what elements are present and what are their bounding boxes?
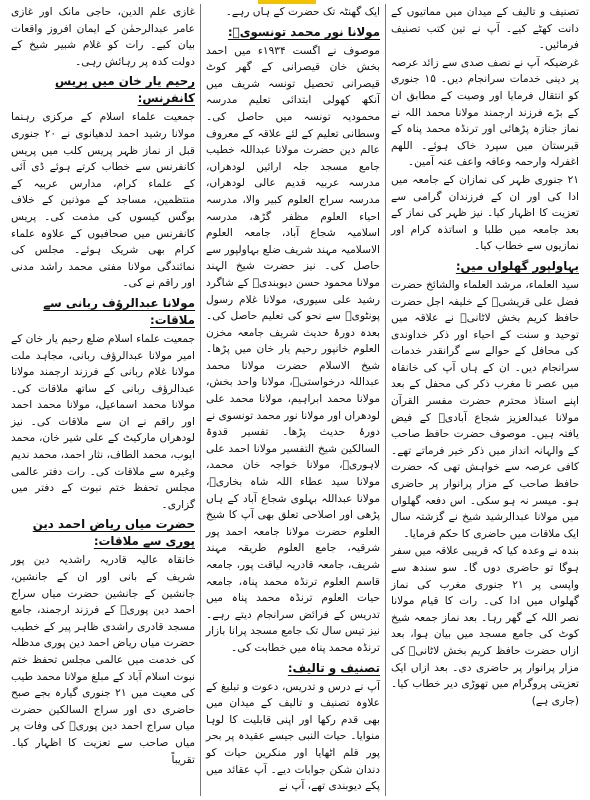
paragraph: خانقاہ عالیہ قادریہ راشدیہ دین پور شریف کے بانی اور ان کے جانشین، جانشین کے جانشین حضرت میاں سراج احمد دین پوریؒ کے فرزند ارجمند، جامع مسجد قادری راشدی ظاہر پیر کے خطیب حضرت میاں ریاض احمد دین پوری مدظلہ کی خدمت میں عالمی مجلس تحفظ ختم نبوت اسلام آباد کے مبلغ مولانا محمد طیب کی معیت میں ۲۱ جنوری گیارہ بجے صبح حاضری دی اور سراج السالکین حضرت میاں سراج احمد دین پوریؒ کی وفات پر میاں صاحب سے تعزیت کا اظہار کیا۔ تقریباً bbox=[11, 554, 195, 766]
section-heading: بہاولپور گھلواں میں: bbox=[455, 258, 579, 273]
paragraph: ۲۱ جنوری ظہر کی نمازان کے جامعہ میں ادا کی اور ان کے فرزندان گرامی سے تعزیت کا اظہار کیا۔ نیز ظہر کی نماز کے بعد جامعہ میں طلبا و اساتذہ کرام اور نمازیوں سے خطاب کیا۔ bbox=[391, 173, 579, 253]
paragraph: سید العلماء، مرشد العلماء والشائخ حضرت فضل علی قریشیؒ کے خلیفہ اجل حضرت حافظ کریم بخش لاٹانیؒ نے علاقہ میں توحید و سنت کے احیاء اور ذکر خداوندی کی محافل کے حوالے سے گرانقدر خدمات سرانجام دیں۔ ان کے ہاں آپ کی خانقاہ میں عصر تا مغرب ذکر کی محفل کے بعد اپنے استاذ محترم حضرت مفسر القرآن مولانا عبدالعزیز شجاع آبادیؒ کے فیض یافتہ ہیں۔ موصوف حضرت حافظ صاحب کے والہانہ انداز میں ذکر خیر فرماتے تھے۔ کافی عرصہ سے خواہش تھی کہ حضرت حافظ صاحب کے مزار پرانوار پر حاضری ہو۔ میسر نہ ہو سکی۔ اس دفعہ گھلواں میں مولانا عبدالرشید شیخ نے گزشتہ سال ایک ملاقات میں حاضری کا حکم فرمایا۔ bbox=[391, 278, 579, 540]
section-heading: تصنیف و تالیف: bbox=[287, 660, 380, 675]
paragraph: غرضیکہ آپ نے نصف صدی سے زائد عرصہ پر دینی خدمات سرانجام دیں۔ ۱۵ جنوری کو انتقال فرمایا اور وصیت کے مطابق ان کے بڑے فرزند ارجمند مولانا محمد اللہ نے نماز جنازہ پڑھائی اور ترنڈہ محمد پناہ کے قبرستان میں سپرد خاک ہوئے۔ اللھم اغفرلہ وارحمہ وعافہ واعف عنہ آمین۔ bbox=[391, 56, 579, 169]
paragraph: غازی علم الدین، حاجی مانک اور غازی عامر عبدالرحمٰن کے ایمان افروز واقعات بیان کیے۔ رات کو غلام شبیر شیخ کے دولت کدہ پر رہائش رہی۔ bbox=[11, 6, 195, 68]
paragraph: تصنیف و تالیف کے میدان میں مماتیوں کے دانت کھٹے کیے۔ آپ نے تین کتب تصنیف فرمائیں۔ bbox=[391, 6, 579, 52]
section-heading: مولانا نور محمد تونسویؒ: bbox=[227, 24, 380, 39]
column-right bbox=[6, 4, 200, 796]
newspaper-page bbox=[6, 4, 584, 796]
paragraph: جمعیت علماء اسلام ضلع رحیم یار خان کے امیر مولانا عبدالرؤف ربانی، مجاہد ملت مولانا غلام ربانی کے فرزند ارجمند مولانا عبدالرؤف ربانی کے ساتھ ملاقات کی۔ مولانا محمد اسماعیل، مولانا محمد احمد اور راقم نے ان سے ملاقات کی۔ نیز لودھراں مارکیٹ کے علی شیر خان، محمد ایوب، محمد الطاف، نثار احمد، محمد ندیم وغیرہ سے ملاقات کی۔ رات دفتر عالمی مجلس تحفظ ختم نبوت کے دفتر میں گزاری۔ bbox=[11, 332, 195, 511]
column-left bbox=[386, 4, 584, 796]
section-heading: رحیم یار خان میں پریس کانفرنس: bbox=[54, 74, 195, 106]
paragraph: آپ نے درس و تدریس، دعوت و تبلیغ کے علاوہ تصنیف و تالیف کے میدان میں بھی قدم رکھا اور اپنی قابلیت کا لوہا منوایا۔ حیات النبی جیسے عقیدہ پر بحر پور قلم اٹھایا اور منکرین حیات کو دندان شکن جوابات دیے۔ آپ عقائد میں پکے دیوبندی تھے، آپ نے bbox=[206, 680, 380, 793]
paragraph: جمعیت علماء اسلام کے مرکزی رہنما مولانا رشید احمد لدھیانوی نے ۲۰ جنوری قبل از نماز ظہر پریس کلب میں پریس کانفرنس سے خطاب کرتے ہوئے ڈی آئی کے علماء کرام، مدارس عربیہ کے منتظمین، مساجد کے موذنین کے خلاف بوگس کیسوں کی مذمت کی۔ پریس کانفرنس میں صحافیوں کے علاوہ علماء کرام بھی شریک ہوئے۔ مجلس کی نمائندگی مولانا مفتی محمد راشد مدنی اور راقم نے کی۔ bbox=[11, 111, 195, 290]
paragraph: موصوف نے اگست ۱۹۳۴ء میں احمد بخش خان قیصرانی کے گھر کوٹ قیصرانی تحصیل تونسہ شریف میں آنکھ کھولی ابتدائی تعلیم مدرسہ محمودیہ تونسہ میں حاصل کی۔ وسطانی تعلیم کے لئے علاقہ کے معروف عالم دین حضرت مولانا عبداللہ خطیب جامع مسجد جلہ ارائیں لودھراں، مدرسہ عربیہ قدیم عالی لودھراں، مدرسہ سراج العلوم کبیر والا، مدرسہ احیاء العلوم مظفر گڑھ، مدرسہ اسلامیہ شجاع آباد، جامعہ العلوم الاسلامیہ مہند شریف ضلع بہاولپور سے حاصل کی۔ نیز حضرت شیخ الہند مولانا محمود حسن دیوبندیؒ کے شاگرد رشید علی سیوری، مولانا غلام رسول پونٹویؒ سے نحو کی تعلیم حاصل کی۔ بعدہ دورۂ حدیث شریف جامعہ مخزن العلوم خانپور رحیم یار خان میں پڑھا۔ شیخ الاسلام حضرت مولانا محمد عبداللہ درخواستیؒ، مولانا واحد بخش، مولانا محمد ابراہیم، مولانا محمد علی لودھراں اور مولانا نور محمد تونسوی نے دورۂ حدیث پڑھا۔ تفسیر قدوۃ السالکین شیخ التفسیر مولانا احمد علی لاہوریؒ، مولانا خواجہ خان محمد، مولانا سید عطاء اللہ شاہ بخاریؒ، مولانا عبداللہ بہلوی شجاع آباد کے ہاں پڑھی اور اصلاحی تعلق بھی آپ کا شیخ العلوم حضرت مولانا جامعہ احمد پور شرقیہ، جامع العلوم طریقہ مہند شریف، جامعہ قادریہ لیاقت پور، جامعہ قاسم العلوم ترنڈہ محمد پناہ، جامعہ حیات العلوم ترنڈہ محمد پناہ میں تدریس کے فرائض سرانجام دیتے رہے۔ نیز تیس سال تک جامع مسجد پرانا بازار ترنڈہ محمد پناہ میں خطابت کی۔ bbox=[206, 44, 380, 654]
paragraph: ایک گھنٹہ تک حضرت کے ہاں رہے۔ bbox=[225, 6, 380, 18]
paragraph: بندہ نے وعدہ کیا کہ قریبی علاقہ میں سفر ہوگا تو حاضری دوں گا۔ سو سندھ سے واپسی پر ۲۱ جنوری مغرب کی نماز گھلواں میں ادا کی۔ رات کا قیام مولانا نصر اللہ کے گھر رہا۔ بعد نماز جمعہ شیخ کوٹ کی جامع مسجد میں بیان ہوا، بعد ازاں حضرت حافظ کریم بخش لاٹانیؒ کی مزار پرانوار پر حاضری دی۔ بعد ازاں ایک تعزیتی پروگرام میں تھوڑی دیر خطاب کیا۔ (جاری ہے) bbox=[391, 545, 579, 707]
section-heading: مولانا عبدالرؤف ربانی سے ملاقات: bbox=[43, 295, 195, 327]
section-heading: حضرت میاں ریاض احمد دین پوری سے ملاقات: bbox=[32, 517, 195, 549]
column-middle bbox=[200, 4, 386, 796]
